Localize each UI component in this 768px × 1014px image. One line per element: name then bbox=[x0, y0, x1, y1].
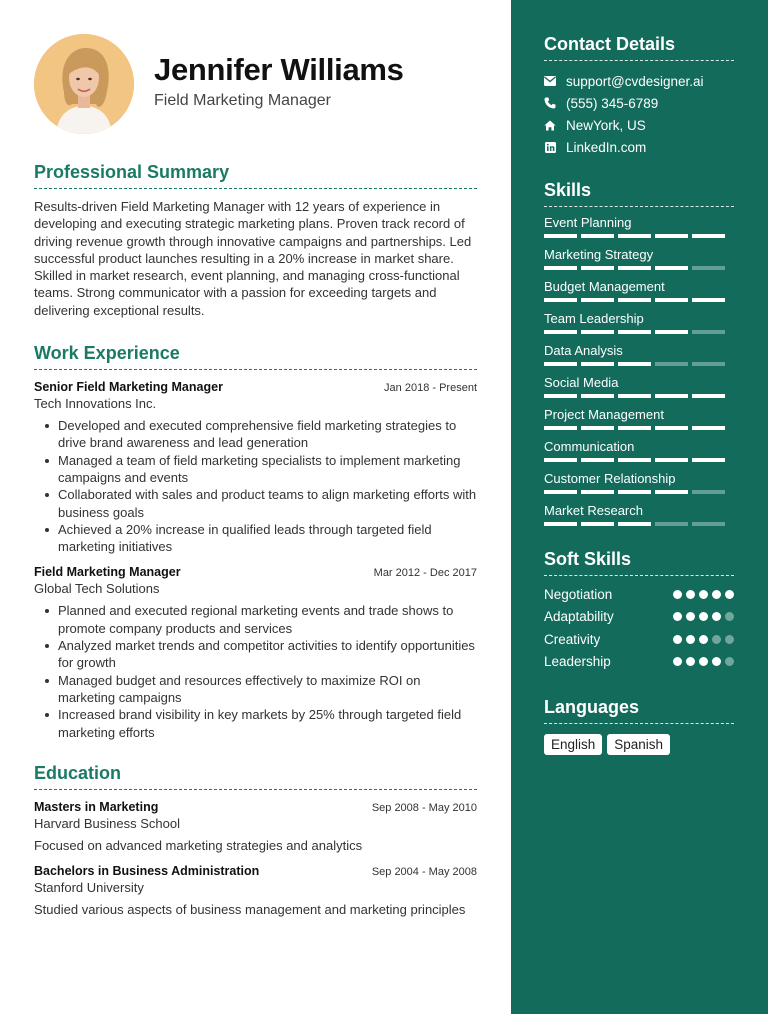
education-description: Studied various aspects of business management and marketing principles bbox=[34, 902, 466, 918]
soft-skill-rating bbox=[669, 657, 734, 666]
list-item: Developed and executed comprehensive field marketing strategies to drive brand awareness and lead generation bbox=[34, 417, 477, 452]
job-role: Field Marketing Manager bbox=[34, 565, 181, 580]
skill-name: Project Management bbox=[544, 407, 664, 422]
work-experience-section bbox=[34, 343, 477, 741]
rating-dot bbox=[673, 657, 682, 666]
skill-level-segment bbox=[692, 522, 725, 526]
section-heading: Education bbox=[34, 763, 477, 790]
job-dates: Mar 2012 - Dec 2017 bbox=[373, 567, 477, 580]
degree: Masters in Marketing bbox=[34, 799, 159, 814]
contact-location bbox=[544, 114, 734, 136]
school-name: Stanford University bbox=[34, 880, 144, 896]
section-heading: Professional Summary bbox=[34, 162, 477, 189]
education-dates: Sep 2004 - May 2008 bbox=[371, 866, 477, 879]
skill-item bbox=[544, 440, 734, 463]
soft-skill-item bbox=[544, 651, 734, 674]
soft-skill-item bbox=[544, 583, 734, 606]
skill-level-segment bbox=[692, 394, 725, 398]
contact-section bbox=[544, 34, 734, 158]
skill-item bbox=[544, 344, 734, 367]
education-header bbox=[34, 864, 477, 878]
rating-dot bbox=[699, 612, 708, 621]
job-role: Senior Field Marketing Manager bbox=[34, 380, 223, 395]
skill-level-segment bbox=[655, 522, 688, 526]
rating-dot bbox=[686, 612, 695, 621]
soft-skill-rating bbox=[669, 590, 734, 599]
soft-skill-item bbox=[544, 628, 734, 651]
skill-level-segment bbox=[544, 458, 577, 462]
skill-level-segment bbox=[692, 266, 725, 270]
skill-name: Team Leadership bbox=[544, 311, 644, 326]
education-header bbox=[34, 800, 477, 814]
skill-name: Event Planning bbox=[544, 215, 632, 230]
skill-level-segment bbox=[618, 298, 651, 302]
profile-photo-icon bbox=[34, 34, 134, 134]
skill-level-segment bbox=[544, 490, 577, 494]
list-item: Achieved a 20% increase in qualified leads through targeted field marketing initiatives bbox=[34, 521, 477, 556]
skill-level-segment bbox=[655, 266, 688, 270]
professional-summary-section bbox=[34, 162, 477, 319]
skill-level-segment bbox=[544, 522, 577, 526]
language-list bbox=[544, 734, 734, 755]
section-heading: Soft Skills bbox=[544, 549, 734, 576]
skill-item bbox=[544, 248, 734, 271]
skill-level-segment bbox=[655, 458, 688, 462]
skill-item bbox=[544, 408, 734, 431]
skill-level-segment bbox=[692, 234, 725, 238]
section-heading: Languages bbox=[544, 697, 734, 724]
skills-section bbox=[544, 180, 734, 527]
person-name: Jennifer Williams bbox=[154, 52, 404, 87]
list-item: Increased brand visibility in key markets by 25% through targeted field marketing efforts bbox=[34, 706, 477, 741]
skill-level-segment bbox=[581, 266, 614, 270]
languages-section bbox=[544, 697, 734, 755]
skill-level-bar bbox=[544, 522, 734, 526]
school-name: Harvard Business School bbox=[34, 815, 180, 831]
skill-level-segment bbox=[692, 490, 725, 494]
skill-level-bar bbox=[544, 266, 734, 270]
soft-skill-name: Negotiation bbox=[544, 586, 613, 602]
soft-skills-list bbox=[544, 583, 734, 673]
skill-name: Customer Relationship bbox=[544, 471, 676, 486]
section-heading: Contact Details bbox=[544, 34, 734, 61]
education-section bbox=[34, 763, 477, 919]
skill-level-segment bbox=[581, 490, 614, 494]
education-description: Focused on advanced marketing strategies and analytics bbox=[34, 837, 363, 853]
soft-skill-name: Creativity bbox=[544, 631, 601, 647]
skill-level-bar bbox=[544, 330, 734, 334]
language-badge: English bbox=[544, 734, 602, 755]
soft-skill-item bbox=[544, 606, 734, 629]
rating-dot bbox=[725, 590, 734, 599]
skill-name: Social Media bbox=[544, 375, 619, 390]
skill-name: Market Research bbox=[544, 503, 643, 518]
job-header bbox=[34, 565, 477, 579]
education-entry bbox=[34, 800, 477, 854]
soft-skill-rating bbox=[669, 612, 734, 621]
rating-dot bbox=[725, 657, 734, 666]
skill-level-segment bbox=[655, 330, 688, 334]
skill-level-segment bbox=[692, 330, 725, 334]
skill-level-segment bbox=[655, 234, 688, 238]
rating-dot bbox=[699, 657, 708, 666]
skill-level-segment bbox=[618, 330, 651, 334]
list-item: Analyzed market trends and competitor activities to identify opportunities for growth bbox=[34, 637, 477, 672]
home-icon bbox=[544, 119, 556, 131]
linkedin-icon bbox=[544, 141, 556, 153]
soft-skill-rating bbox=[669, 635, 734, 644]
skill-item bbox=[544, 472, 734, 495]
skill-level-segment bbox=[581, 522, 614, 526]
skill-level-segment bbox=[544, 298, 577, 302]
skill-level-segment bbox=[581, 298, 614, 302]
skill-level-bar bbox=[544, 394, 734, 398]
skill-level-bar bbox=[544, 298, 734, 302]
company-name: Global Tech Solutions bbox=[34, 581, 160, 597]
rating-dot bbox=[673, 612, 682, 621]
job-entry bbox=[34, 380, 477, 555]
section-heading: Work Experience bbox=[34, 343, 477, 370]
skills-list bbox=[544, 216, 734, 527]
soft-skills-section bbox=[544, 549, 734, 673]
skill-level-segment bbox=[618, 490, 651, 494]
skill-level-segment bbox=[618, 266, 651, 270]
skill-level-segment bbox=[544, 394, 577, 398]
skill-level-bar bbox=[544, 362, 734, 366]
job-dates: Jan 2018 - Present bbox=[384, 382, 477, 395]
skill-level-segment bbox=[544, 362, 577, 366]
skill-level-segment bbox=[581, 458, 614, 462]
rating-dot bbox=[699, 635, 708, 644]
skill-level-segment bbox=[692, 298, 725, 302]
job-header bbox=[34, 380, 477, 394]
skill-level-segment bbox=[618, 426, 651, 430]
rating-dot bbox=[725, 635, 734, 644]
rating-dot bbox=[699, 590, 708, 599]
skill-name: Communication bbox=[544, 439, 635, 454]
skill-level-segment bbox=[544, 234, 577, 238]
rating-dot bbox=[712, 590, 721, 599]
rating-dot bbox=[725, 612, 734, 621]
header-text bbox=[154, 52, 404, 110]
resume-header bbox=[34, 34, 477, 134]
skill-item bbox=[544, 504, 734, 527]
skill-name: Marketing Strategy bbox=[544, 247, 654, 262]
skill-level-segment bbox=[581, 394, 614, 398]
language-badge: Spanish bbox=[607, 734, 670, 755]
rating-dot bbox=[686, 657, 695, 666]
skill-level-segment bbox=[581, 234, 614, 238]
education-dates: Sep 2008 - May 2010 bbox=[371, 801, 477, 814]
education-entry bbox=[34, 864, 477, 918]
contact-email[interactable] bbox=[544, 70, 734, 92]
skill-level-segment bbox=[618, 362, 651, 366]
skill-name: Budget Management bbox=[544, 279, 665, 294]
skill-item bbox=[544, 312, 734, 335]
skill-level-bar bbox=[544, 458, 734, 462]
skill-level-segment bbox=[655, 298, 688, 302]
contact-text: support@cvdesigner.ai bbox=[566, 73, 704, 89]
skill-level-segment bbox=[655, 394, 688, 398]
contact-phone[interactable] bbox=[544, 92, 734, 114]
skill-item bbox=[544, 376, 734, 399]
list-item: Planned and executed regional marketing events and trade shows to promote company products and services bbox=[34, 602, 477, 637]
skill-level-segment bbox=[618, 394, 651, 398]
rating-dot bbox=[712, 657, 721, 666]
contact-text: LinkedIn.com bbox=[566, 139, 647, 155]
skill-item bbox=[544, 280, 734, 303]
skill-level-segment bbox=[544, 266, 577, 270]
skill-level-bar bbox=[544, 426, 734, 430]
rating-dot bbox=[686, 635, 695, 644]
job-title: Field Marketing Manager bbox=[154, 92, 331, 109]
contact-linkedin[interactable] bbox=[544, 136, 734, 158]
skill-level-segment bbox=[655, 426, 688, 430]
section-heading: Skills bbox=[544, 180, 734, 207]
skill-level-segment bbox=[618, 234, 651, 238]
list-item: Managed budget and resources effectively to maximize ROI on marketing campaigns bbox=[34, 672, 477, 707]
degree: Bachelors in Business Administration bbox=[34, 864, 260, 879]
skill-item bbox=[544, 216, 734, 239]
skill-name: Data Analysis bbox=[544, 343, 623, 358]
contact-text: NewYork, US bbox=[566, 117, 646, 133]
skill-level-segment bbox=[692, 426, 725, 430]
skill-level-segment bbox=[618, 522, 651, 526]
company-name: Tech Innovations Inc. bbox=[34, 396, 157, 412]
rating-dot bbox=[712, 612, 721, 621]
skill-level-segment bbox=[618, 458, 651, 462]
rating-dot bbox=[673, 635, 682, 644]
skill-level-bar bbox=[544, 234, 734, 238]
job-bullets bbox=[34, 602, 477, 740]
rating-dot bbox=[686, 590, 695, 599]
rating-dot bbox=[712, 635, 721, 644]
skill-level-segment bbox=[692, 362, 725, 366]
soft-skill-name: Adaptability bbox=[544, 609, 614, 625]
skill-level-segment bbox=[581, 330, 614, 334]
job-bullets bbox=[34, 417, 477, 555]
soft-skill-name: Leadership bbox=[544, 654, 611, 670]
avatar bbox=[34, 34, 134, 134]
phone-icon bbox=[544, 97, 556, 109]
rating-dot bbox=[673, 590, 682, 599]
contact-list bbox=[544, 70, 734, 158]
sidebar bbox=[511, 0, 768, 1014]
skill-level-segment bbox=[655, 362, 688, 366]
skill-level-segment bbox=[692, 458, 725, 462]
skill-level-bar bbox=[544, 490, 734, 494]
list-item: Managed a team of field marketing specialists to implement marketing campaigns and events bbox=[34, 452, 477, 487]
summary-text: Results-driven Field Marketing Manager with 12 years of experience in developing and executing strategic marketing plans. Proven track record of driving revenue growth through innovative campaigns and partnerships. Led successful product launches resulting in a 20% increase in market share. Skilled in market research, event planning, and managing cross-functional teams. Strong communicator with a passion for exceeding targets and delivering exceptional results. bbox=[34, 199, 472, 318]
skill-level-segment bbox=[581, 362, 614, 366]
envelope-icon bbox=[544, 75, 556, 87]
list-item: Collaborated with sales and product teams to align marketing efforts with business goals bbox=[34, 486, 477, 521]
skill-level-segment bbox=[655, 490, 688, 494]
skill-level-segment bbox=[544, 330, 577, 334]
skill-level-segment bbox=[581, 426, 614, 430]
job-entry bbox=[34, 565, 477, 740]
skill-level-segment bbox=[544, 426, 577, 430]
contact-text: (555) 345-6789 bbox=[566, 95, 659, 111]
